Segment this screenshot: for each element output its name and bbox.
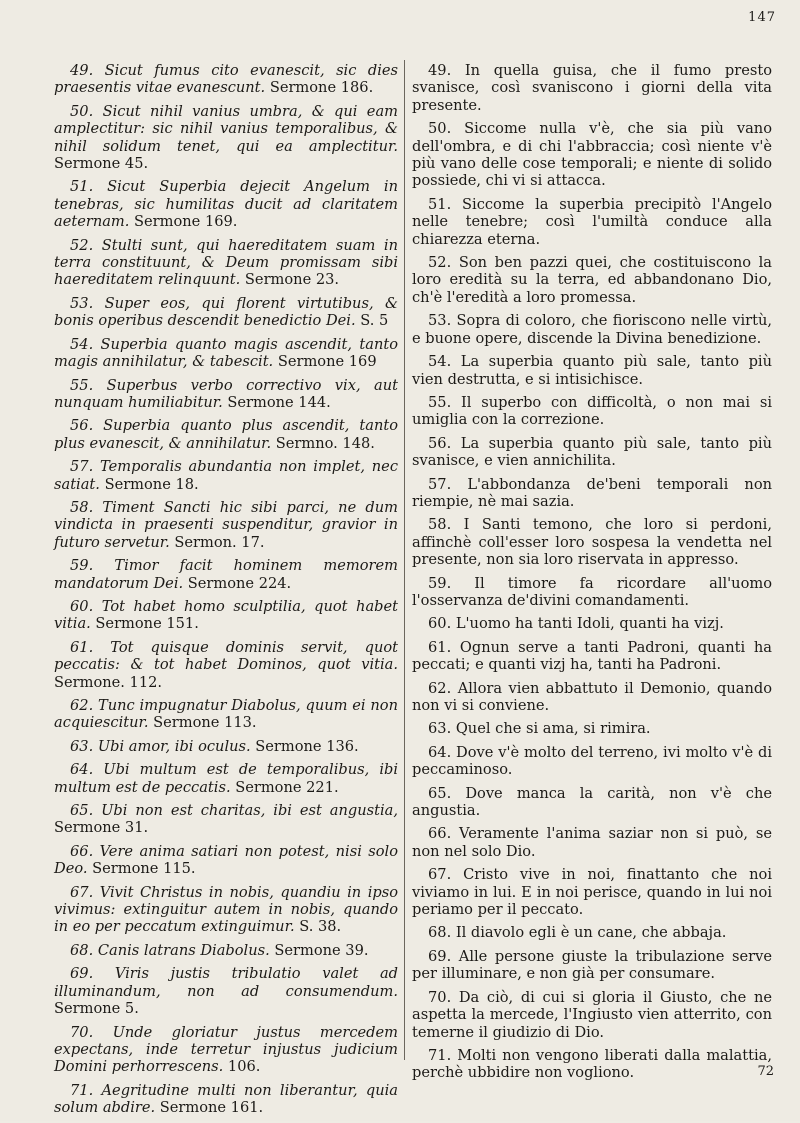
sermon-reference: Sermno. 148. bbox=[271, 434, 375, 452]
maxim-text: 53. Sopra di coloro, che fioriscono nelle virtù, e buone opere, discende la Divina benedizione. bbox=[412, 312, 772, 347]
maxim-text: 56. La superbia quanto più sale, tanto più svanisce, e vien annichilita. bbox=[412, 434, 772, 470]
column-divider bbox=[404, 60, 405, 1060]
maxim-text: 57. Temporalis abundantia non implet, nec satiat. bbox=[54, 458, 398, 493]
maxim-text: 67. Vivit Christus in nobis, quandiu in ipso vivimus: extinguitur autem in nobis, quando in eo per peccatum extinguimur. bbox=[54, 883, 398, 936]
sermon-reference: Sermone 224. bbox=[183, 574, 292, 592]
maxim-text: 61. Tot quisque dominis servit, quot peccatis: & tot habet Dominos, quot vitia. bbox=[54, 638, 398, 674]
sermon-reference: Sermone 18. bbox=[99, 475, 199, 493]
maxim-entry bbox=[412, 680, 772, 715]
maxim-entry bbox=[412, 353, 772, 388]
maxim-text: 59. Il timore fa ricordare all'uomo l'osservanza de'divini comandamenti. bbox=[412, 574, 772, 609]
sermon-reference: Sermone 31. bbox=[54, 819, 149, 837]
sermon-reference: Sermon. 17. bbox=[169, 533, 265, 551]
maxim-text: 64. Dove v'è molto del terreno, ivi molto v'è di peccaminoso. bbox=[412, 743, 772, 779]
sermon-reference: Sermone 151. bbox=[90, 615, 199, 633]
maxim-text: 52. Son ben pazzi quei, che costituiscono la loro eredità su la terra, ed abbandonano Dio, ch'è l'eredità a loro promessa. bbox=[412, 254, 772, 306]
maxim-text: 60. L'uomo ha tanti Idoli, quanti ha vizj. bbox=[428, 615, 724, 633]
maxim-entry bbox=[412, 866, 772, 918]
maxim-entry bbox=[54, 802, 398, 837]
maxim-entry bbox=[54, 499, 398, 551]
maxim-text: 67. Cristo vive in noi, finattanto che noi viviamo in lui. E in noi perisce, quando in lui noi periamo per il peccato. bbox=[412, 866, 772, 919]
maxim-entry bbox=[412, 196, 772, 248]
sermon-reference: Sermone 136. bbox=[250, 737, 359, 755]
maxim-entry bbox=[54, 336, 398, 371]
sermon-reference: Sermone 39. bbox=[269, 941, 369, 959]
maxim-text: 62. Allora vien abbattuto il Demonio, quando non vi si conviene. bbox=[412, 679, 772, 714]
maxim-entry bbox=[54, 1024, 398, 1076]
page-number: 147 bbox=[748, 10, 776, 25]
maxim-text: 71. Aegritudine multi non liberantur, quia solum abdire. bbox=[54, 1081, 398, 1117]
maxim-text: 54. La superbia quanto più sale, tanto più vien destrutta, e si intisichisce. bbox=[412, 353, 772, 388]
maxim-text: 66. Vere anima satiari non potest, nisi solo Deo. bbox=[54, 842, 398, 878]
maxim-entry bbox=[54, 639, 398, 691]
sermon-reference: Sermone 45. bbox=[54, 155, 149, 173]
maxim-entry bbox=[412, 62, 772, 114]
maxim-text: 68. Canis latrans Diabolus. bbox=[70, 941, 270, 959]
maxim-text: 49. In quella guisa, che il fumo presto svanisce, così svaniscono i giorni della vita presente. bbox=[412, 62, 772, 114]
sermon-reference: 106. bbox=[223, 1058, 261, 1076]
maxim-entry bbox=[54, 1082, 398, 1117]
maxim-entry bbox=[412, 639, 772, 674]
maxim-text: 66. Veramente l'anima saziar non si può, se non nel solo Dio. bbox=[412, 825, 772, 860]
maxim-text: 49. Sicut fumus cito evanescit, sic dies praesentis vitae evanescunt. bbox=[54, 62, 398, 97]
maxim-entry bbox=[412, 1047, 772, 1082]
italian-column bbox=[412, 62, 772, 1088]
maxim-text: 62. Tunc impugnatur Diabolus, quum ei non acquiescitur. bbox=[54, 697, 398, 732]
sermon-reference: Sermone 5. bbox=[54, 1000, 139, 1018]
maxim-text: 68. Il diavolo egli è un cane, che abbaja. bbox=[428, 924, 727, 942]
maxim-text: 55. Superbus verbo correctivo vix, aut nunquam humiliabitur. bbox=[54, 376, 398, 411]
maxim-text: 51. Sicut Superbia dejecit Angelum in tenebras, sic humilitas ducit ad claritatem aeternam. bbox=[54, 178, 398, 231]
maxim-entry bbox=[54, 761, 398, 796]
maxim-entry bbox=[412, 435, 772, 470]
maxim-text: 63. Quel che si ama, si rimira. bbox=[428, 720, 651, 738]
maxim-entry bbox=[54, 178, 398, 230]
maxim-entry bbox=[54, 237, 398, 289]
maxim-entry bbox=[54, 103, 398, 173]
maxim-entry bbox=[412, 516, 772, 568]
sermon-reference: Sermone 161. bbox=[155, 1099, 264, 1117]
maxim-entry bbox=[54, 942, 398, 959]
maxim-text: 64. Ubi multum est de temporalibus, ibi multum est de peccatis. bbox=[54, 761, 398, 796]
maxim-entry bbox=[412, 476, 772, 511]
maxim-entry bbox=[54, 884, 398, 936]
maxim-text: 58. Timent Sancti hic sibi parci, ne dum vindicta in praesenti suspenditur, gravior in futuro servetur. bbox=[54, 498, 398, 551]
sermon-reference: Sermone 23. bbox=[240, 271, 340, 289]
maxim-entry bbox=[54, 965, 398, 1017]
maxim-entry bbox=[412, 394, 772, 429]
maxim-text: 70. Da ciò, di cui si gloria il Giusto, che ne aspetta la mercede, l'Ingiusto vien atterrito, con temerne il giudizio di Dio. bbox=[412, 988, 772, 1041]
sermon-reference: S. 5 bbox=[355, 312, 389, 330]
maxim-entry bbox=[54, 697, 398, 732]
latin-column bbox=[54, 62, 398, 1123]
sermon-reference: Sermone. 112. bbox=[54, 673, 163, 691]
maxim-entry bbox=[54, 843, 398, 878]
maxim-text: 52. Stulti sunt, qui haereditatem suam in terra constituunt, & Deum promissam sibi haereditatem relinquunt. bbox=[54, 236, 398, 289]
maxim-text: 50. Siccome nulla v'è, che sia più vano dell'ombra, e di chi l'abbraccia; così niente v'è più vano delle cose temporali; e niente di solido possiede, chi vi si attacca. bbox=[412, 120, 772, 190]
sermon-reference: Sermone 221. bbox=[230, 778, 339, 796]
sermon-reference: Sermone 186. bbox=[265, 79, 374, 97]
sermon-reference: S. 38. bbox=[294, 918, 342, 936]
sermon-reference: Sermone 113. bbox=[148, 714, 257, 732]
sermon-reference: Sermone 169 bbox=[273, 353, 377, 371]
maxim-entry bbox=[412, 312, 772, 347]
maxim-entry bbox=[54, 417, 398, 452]
maxim-entry bbox=[412, 720, 772, 737]
maxim-entry bbox=[54, 738, 398, 755]
maxim-entry bbox=[54, 62, 398, 97]
maxim-text: 53. Super eos, qui florent virtutibus, & bonis operibus descendit benedictio Dei. bbox=[54, 294, 398, 330]
maxim-text: 69. Alle persone giuste la tribulazione serve per illuminare, e non già per consumare. bbox=[412, 947, 772, 983]
maxim-entry bbox=[412, 989, 772, 1041]
maxim-text: 56. Superbia quanto plus ascendit, tanto plus evanescit, & annihilatur. bbox=[54, 417, 398, 452]
maxim-text: 50. Sicut nihil vanius umbra, & qui eam amplectitur: sic nihil vanius temporalibus, & nihil solidum tenet, qui ea amplectitur. bbox=[54, 102, 398, 155]
sermon-reference: Sermone 115. bbox=[87, 860, 196, 878]
maxim-text: 59. Timor facit hominem memorem mandatorum Dei. bbox=[54, 557, 398, 592]
maxim-text: 69. Viris justis tribulatio valet ad illuminandum, non ad consumendum. bbox=[54, 965, 398, 1000]
maxim-text: 58. I Santi temono, che loro si perdoni, affinchè coll'esser loro sospesa la vendetta nel presente, non sia loro riservata in appresso. bbox=[412, 516, 772, 569]
maxim-text: 65. Ubi non est charitas, ibi est angustia, bbox=[70, 802, 398, 820]
maxim-entry bbox=[412, 744, 772, 779]
maxim-text: 70. Unde gloriatur justus mercedem expectans, inde terretur injustus judicium Domini perhorrescens. bbox=[54, 1023, 398, 1076]
maxim-text: 63. Ubi amor, ibi oculus. bbox=[70, 737, 251, 755]
maxim-entry bbox=[54, 377, 398, 412]
maxim-entry bbox=[54, 458, 398, 493]
maxim-entry bbox=[412, 924, 772, 941]
maxim-entry bbox=[412, 615, 772, 632]
maxim-entry bbox=[412, 825, 772, 860]
maxim-text: 65. Dove manca la carità, non v'è che angustia. bbox=[412, 784, 772, 820]
maxim-entry bbox=[412, 120, 772, 190]
maxim-text: 71. Molti non vengono liberati dalla malattia, perchè ubbidire non vogliono. bbox=[412, 1046, 772, 1082]
maxim-text: 55. Il superbo con difficoltà, o non mai si umiglia con la correzione. bbox=[412, 393, 772, 429]
sermon-reference: Sermone 169. bbox=[129, 213, 238, 231]
maxim-text: 51. Siccome la superbia precipitò l'Angelo nelle tenebre; così l'umiltà conduce alla chiarezza eterna. bbox=[412, 195, 772, 248]
maxim-text: 61. Ognun serve a tanti Padroni, quanti ha peccati; e quanti vizj ha, tanti ha Padroni. bbox=[412, 638, 772, 674]
maxim-entry bbox=[412, 575, 772, 610]
maxim-entry bbox=[54, 598, 398, 633]
maxim-entry bbox=[412, 948, 772, 983]
maxim-text: 60. Tot habet homo sculptilia, quot habet vitia. bbox=[54, 597, 398, 633]
maxim-entry bbox=[54, 557, 398, 592]
maxim-text: 54. Superbia quanto magis ascendit, tanto magis annihilatur, & tabescit. bbox=[54, 335, 398, 371]
maxim-entry bbox=[412, 254, 772, 306]
maxim-text: 57. L'abbondanza de'beni temporali non riempie, nè mai sazia. bbox=[412, 475, 772, 510]
maxim-entry bbox=[412, 785, 772, 820]
catchword: 72 bbox=[757, 1064, 774, 1079]
sermon-reference: Sermone 144. bbox=[222, 393, 331, 411]
maxim-entry bbox=[54, 295, 398, 330]
